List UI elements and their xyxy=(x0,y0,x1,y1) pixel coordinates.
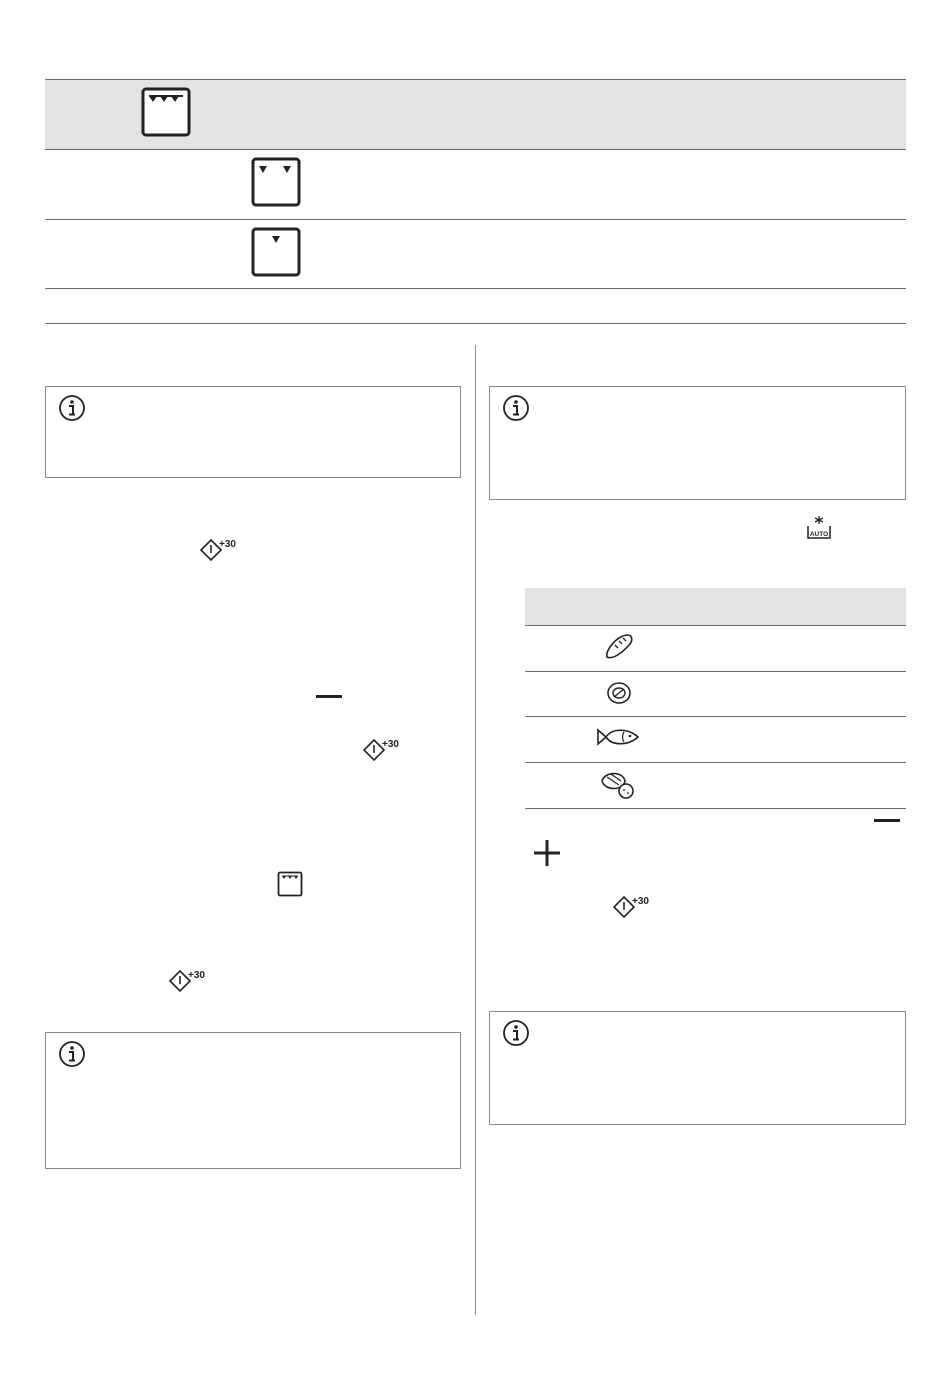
auto-label: AUTO xyxy=(809,531,829,538)
oven-three-heater-icon xyxy=(277,871,303,897)
table-row-rule xyxy=(525,625,906,626)
info-icon xyxy=(58,1040,86,1068)
oven-one-heater-icon xyxy=(251,227,301,277)
column-divider xyxy=(475,345,476,1315)
info-note-left-2 xyxy=(45,1032,461,1169)
info-icon xyxy=(58,394,86,422)
oven-two-heater-icon xyxy=(251,157,301,207)
info-note-right-2 xyxy=(489,1011,906,1125)
fish-icon xyxy=(596,726,640,748)
heat-level-table xyxy=(0,0,950,330)
timer-badge: +30 xyxy=(188,970,205,981)
table-bottom-rule xyxy=(45,323,906,324)
info-icon xyxy=(502,1019,530,1047)
oven-three-heater-icon xyxy=(141,87,191,137)
food-table-header xyxy=(525,588,906,625)
timer-badge: +30 xyxy=(632,896,649,907)
meat-icon xyxy=(605,679,633,707)
info-note-right-1 xyxy=(489,386,906,500)
table-row-rule xyxy=(45,219,906,220)
minus-icon xyxy=(874,818,900,824)
info-icon xyxy=(502,394,530,422)
timer-badge: +30 xyxy=(219,539,236,550)
info-note-left-1 xyxy=(45,386,461,478)
bread-icon xyxy=(603,632,635,662)
food-table xyxy=(525,588,906,810)
plus-30-timer-icon xyxy=(611,894,649,922)
table-row-rule xyxy=(525,671,906,672)
table-row-rule xyxy=(45,149,906,150)
plus-30-timer-icon xyxy=(361,737,399,765)
vegetables-icon xyxy=(599,769,639,801)
table-row-rule xyxy=(45,288,906,289)
table-row-rule xyxy=(525,762,906,763)
minus-icon xyxy=(316,694,342,700)
timer-badge: +30 xyxy=(382,739,399,750)
table-bottom-rule xyxy=(525,808,906,809)
plus-icon xyxy=(534,840,560,866)
auto-defrost-icon xyxy=(805,514,833,542)
table-row-rule xyxy=(525,716,906,717)
plus-30-timer-icon xyxy=(198,537,236,565)
plus-30-timer-icon xyxy=(167,968,205,996)
